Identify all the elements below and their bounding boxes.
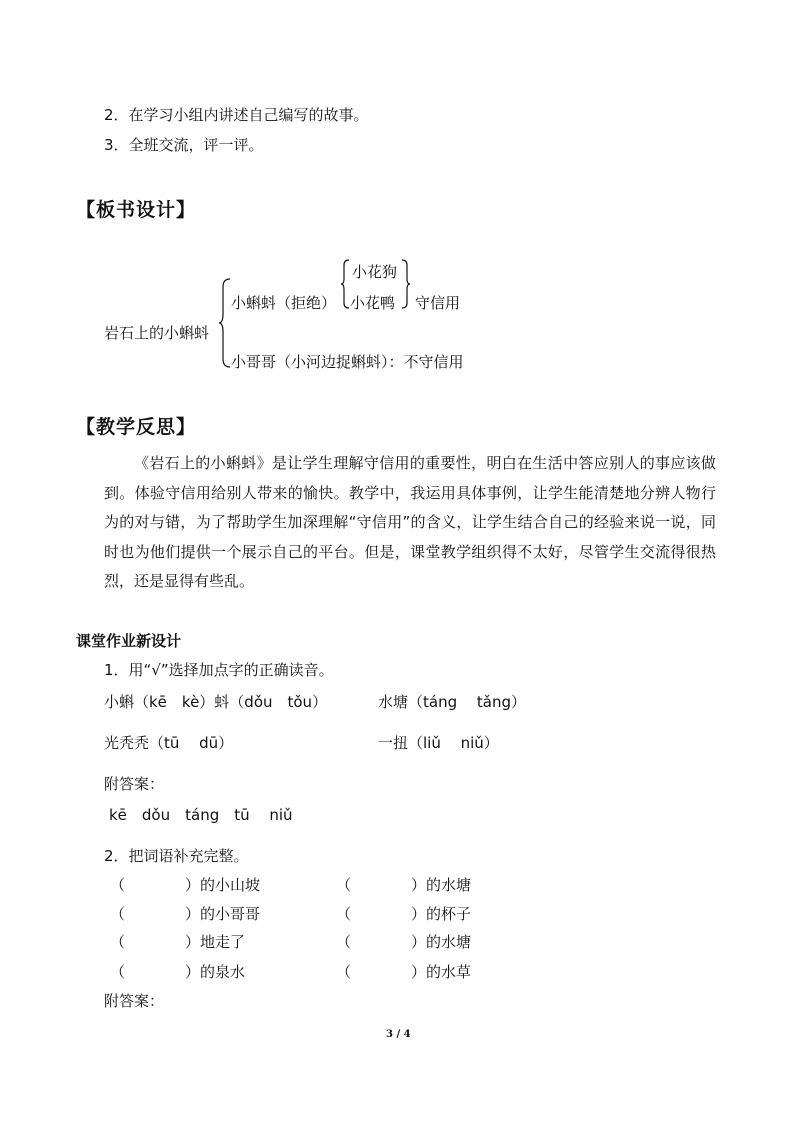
question-1-item-1: 小蝌（kē kè）蚪（dǒu tǒu） <box>104 693 328 711</box>
board-sub-brace-right <box>401 259 411 309</box>
board-root-label: 岩石上的小蝌蚪 <box>104 324 210 342</box>
fill-blank-1: （ ）的小山坡 <box>110 876 261 894</box>
question-2-prompt: 2．把词语补充完整。 <box>104 847 249 865</box>
fill-blank-4: （ ）的杯子 <box>336 905 472 923</box>
fill-blank-8: （ ）的水草 <box>336 963 472 981</box>
reflection-paragraph: 《岩石上的小蝌蚪》是让学生理解守信用的重要性，明白在生活中答应别人的事应该做到。体验守信用给别人带来的愉快。教学中，我运用具体事例，让学生能清楚地分辨人物行为的对与错，为了帮助学生加深理解“守信用”的含义，让学生结合自己的经验来说一说，同时也为他们提供一个展示自己的平台。但是，课堂教学组织得不太好，尽管学生交流得很热烈，还是显得有些乱。 <box>104 454 716 590</box>
board-branch-1: 小蝌蚪（拒绝） <box>231 294 337 312</box>
board-main-brace <box>218 278 232 368</box>
board-sub-item-2: 小花鸭 <box>350 294 396 312</box>
board-sub-item-1: 小花狗 <box>352 263 398 281</box>
fill-blank-6: （ ）的水塘 <box>336 933 472 951</box>
board-sub-brace-left <box>340 259 350 309</box>
board-result-1: 守信用 <box>415 294 461 312</box>
reflection-heading: 【教学反思】 <box>76 416 197 438</box>
question-1-item-4: 一扭（liǔ niǔ） <box>378 734 499 752</box>
question-1-answer: kē dǒu táng tū niǔ <box>109 806 293 824</box>
page-number: 3 / 4 <box>386 1029 411 1040</box>
homework-heading: 课堂作业新设计 <box>76 632 182 650</box>
question-1-prompt: 1．用“√”选择加点字的正确读音。 <box>104 661 334 679</box>
question-1-item-2: 水塘（táng tǎng） <box>378 693 526 711</box>
board-design-heading: 【板书设计】 <box>76 199 197 221</box>
fill-blank-2: （ ）的水塘 <box>336 876 472 894</box>
list-item-2: 2．在学习小组内讲述自己编写的故事。 <box>104 106 369 124</box>
list-item-3: 3．全班交流，评一评。 <box>104 136 264 154</box>
fill-blank-3: （ ）的小哥哥 <box>110 905 261 923</box>
question-1-answer-label: 附答案： <box>104 775 165 793</box>
question-1-item-3: 光秃秃（tū dū） <box>104 734 234 752</box>
fill-blank-7: （ ）的泉水 <box>110 963 246 981</box>
board-branch-2: 小哥哥（小河边捉蝌蚪）：不守信用 <box>231 353 464 371</box>
fill-blank-5: （ ）地走了 <box>110 933 246 951</box>
question-2-answer-label: 附答案： <box>104 992 165 1010</box>
